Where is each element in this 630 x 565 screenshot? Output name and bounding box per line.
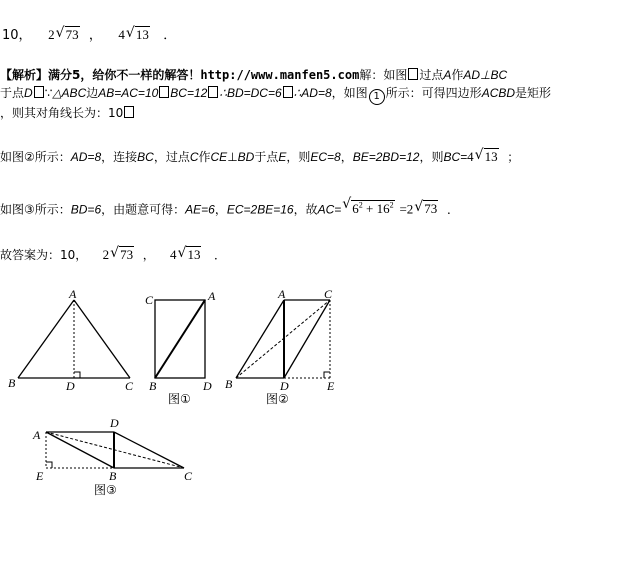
figure-2-parallelogram [236,300,330,378]
fig2-label-E: E [327,379,335,393]
text: ，故 [293,202,318,217]
fig3-label-B: B [109,469,117,483]
perp-symbol: ⊥ [227,150,238,164]
math-var: BD [237,150,255,164]
math-expr: EC=2BE=16 [226,202,294,217]
math-expr: BC=12 [170,86,208,100]
answer-value-1: 10， [2,28,32,43]
fig-rect-label-B: B [149,379,157,393]
text: ，则 [286,150,311,164]
radicand-b: 16 [376,201,390,217]
math-var: A [443,68,452,82]
figure-3 [46,432,184,468]
fig1-label-D: D [66,379,75,393]
math-expr: AB=AC=10 [98,86,159,100]
analysis-text: ，则其对角线长为：10 [0,106,124,120]
fig2-label-B: B [225,377,233,391]
fig2-prefix: 如图②所示： [0,150,71,164]
fig3-label-E: E [36,469,44,483]
analysis-text: 是矩形 [515,86,552,100]
analysis-text: 解：如图 [359,68,408,82]
math-expr: BC= [443,150,468,164]
text: ， [214,202,227,217]
text: 作 [198,150,211,164]
fig3-caption: 图③ [94,483,117,497]
analysis-tag: 【解析】满分5，给你不一样的解答！ [0,68,201,82]
radicand-a: 6 [352,201,359,217]
math-expr: AE=6 [185,202,215,217]
fig1-label-A: A [69,287,77,301]
radicand: 73 [424,201,438,217]
site-url: http://www.manfen5.com [200,68,360,82]
math-expr: AD=8 [70,150,102,164]
math-expr: ∴AD=8 [293,86,332,100]
fig1-caption: 图① [168,392,191,406]
fig1-label-B: B [8,376,16,390]
fig3-prefix: 如图③所示： [0,202,71,217]
analysis-text: ，如图 [331,86,368,100]
math-expr: △ABC [52,86,87,100]
final-value-2-radicand: 73 [120,247,134,262]
answer-value-3-radicand: 13 [135,27,149,42]
fig2-label-A: A [278,287,286,301]
radicand: 13 [484,149,498,164]
analysis-text: 所示：可得四边形 [385,86,482,100]
analysis-text: 边 [86,86,99,100]
separator: ， [142,248,155,262]
math-var: BC [137,150,154,164]
fig-rect-label-D: D [203,379,212,393]
final-value-3-radicand: 13 [187,247,201,262]
math-expr: EC=8 [310,150,341,164]
figure-rectangle [155,300,205,378]
text: 于点 [254,150,279,164]
fig2-label-D: D [280,379,289,393]
answer-value-2-radicand: 73 [65,27,79,42]
answer-value-3-coef: 4 [118,27,125,42]
answer-value-2-coef: 2 [48,27,55,42]
fig3-label-C: C [184,469,193,483]
because-symbol: ∵ [44,86,53,100]
fig2-caption: 图② [266,392,289,406]
final-answer-label: 故答案为： [0,248,61,262]
text: ， [340,150,353,164]
separator: ， [88,28,102,43]
text: ，过点 [153,150,190,164]
analysis-text: 作 [451,68,464,82]
text: ； [507,150,520,164]
analysis-text: 过点 [419,68,444,82]
period: ． [213,248,226,262]
exponent: 2 [389,201,394,210]
math-var: D [24,86,33,100]
math-expr: BD=6 [70,202,102,217]
fig2-label-C: C [324,287,333,301]
math-expr: ∴BD=DC=6 [219,86,282,100]
fig-rect-label-A: A [208,289,216,303]
math-expr: BE=2BD=12 [352,150,420,164]
math-expr: AD⊥BC [463,68,508,82]
coef: 4 [467,149,474,164]
text: ． [446,202,459,217]
math-var: E [278,150,287,164]
fig3-label-D: D [110,416,119,430]
math-var: C [189,150,199,164]
math-var: ACBD [481,86,516,100]
final-value-2-coef: 2 [102,247,110,262]
text: ，连接 [101,150,138,164]
circled-number: 1 [369,89,385,105]
text: ，由题意可得： [101,202,186,217]
figure-1-triangle [18,300,130,378]
fig-rect-label-C: C [145,293,154,307]
fig1-label-C: C [125,379,134,393]
text: ，则 [419,150,444,164]
final-value-3-coef: 4 [169,247,177,262]
analysis-text: 于点 [0,86,25,100]
fig3-label-A: A [33,428,41,442]
exponent: 2 [358,201,363,210]
equals-coef: =2 [399,201,414,217]
math-expr: AC= [317,202,342,217]
plus: + [366,201,374,217]
period: ． [163,28,177,43]
final-value-1: 10， [60,248,88,262]
math-var: CE [210,150,228,164]
